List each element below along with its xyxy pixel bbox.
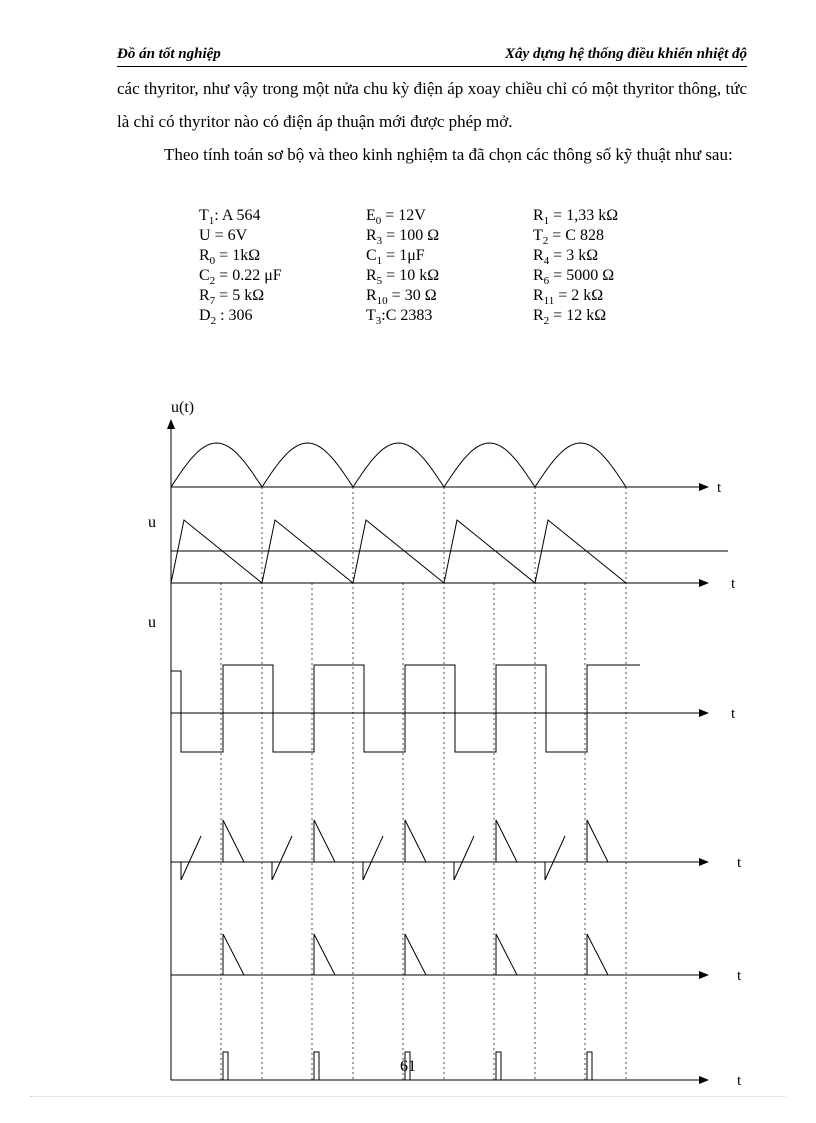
page-number: 61	[400, 1058, 416, 1075]
negative-spike	[272, 836, 292, 880]
paragraph-parameters-intro: Theo tính toán sơ bộ và theo kinh nghiệm ta đã chọn các thông số kỹ thuật như sau:	[164, 145, 733, 164]
time-axis-label: t	[737, 968, 742, 984]
positive-spike	[496, 820, 517, 862]
paragraph-thyristor: các thyritor, như vậy trong một nửa chu kỳ điện áp xoay chiều chỉ có một thyritor thông, tức là chỉ có thyritor nào có điện áp thuận mới được phép mở.	[117, 79, 747, 131]
clipped-spike	[587, 934, 608, 975]
negative-spike	[363, 836, 383, 880]
y-axis-label: u(t)	[171, 399, 195, 416]
parameter-item: $R_5 = 10$ kΩ	[366, 267, 440, 288]
time-axis-label: t	[737, 855, 742, 871]
parameter-item: $C_2 = 0.22$ μF	[199, 267, 282, 288]
positive-spike	[223, 820, 244, 862]
header-topic-title: Xây dựng hệ thống điều khiển nhiệt độ	[505, 46, 747, 62]
parameter-item: $R_{11} = 2$ kΩ	[533, 287, 604, 308]
parameter-item: $R_1 = 1,33$ kΩ	[533, 207, 619, 228]
parameter-item: $R_7 = 5$ kΩ	[199, 287, 265, 308]
parameter-item: $E_0 = 12V$	[366, 207, 426, 228]
parameter-item: $R_4 = 3$ kΩ	[533, 247, 599, 268]
parameter-item: $R_2 = 12$ kΩ	[533, 307, 607, 328]
positive-spike	[587, 820, 608, 862]
clipped-spike	[405, 934, 426, 975]
time-axis-label: t	[717, 480, 722, 496]
parameter-item: $T_2 = C$ 828	[533, 227, 604, 248]
square-wave	[171, 665, 640, 752]
parameter-item: $R_6 = 5000$ Ω	[533, 267, 615, 288]
parameter-item: $D_2$ : 306	[199, 307, 253, 328]
page-bottom-rule	[30, 1096, 786, 1097]
clipped-spike	[314, 934, 335, 975]
rectified-sine-wave	[171, 443, 626, 487]
parameter-item: $R_{10} = 30$ Ω	[366, 287, 437, 308]
time-axis-label: t	[737, 1073, 742, 1089]
waveform-traces	[171, 443, 728, 1080]
positive-spike	[405, 820, 426, 862]
trace-label-square: u	[148, 614, 156, 631]
trace-label-ramp: u	[148, 514, 156, 531]
parameter-item: $R_0 = 1k\Omega$	[199, 247, 261, 268]
positive-spike	[314, 820, 335, 862]
time-axes	[171, 480, 742, 1089]
time-axis-label: t	[731, 576, 736, 592]
dotted-sync-lines	[171, 487, 626, 1080]
clipped-spike	[496, 934, 517, 975]
parameter-item: $C_1 = 1\mu F$	[366, 247, 425, 268]
parameter-item: $R_3 = 100$ Ω	[366, 227, 440, 248]
parameter-item: $T_1$: A 564	[199, 207, 261, 228]
parameter-item: $T_3:C$ 2383	[366, 307, 433, 328]
negative-spike	[181, 836, 201, 880]
clipped-spike	[223, 934, 244, 975]
header-thesis-label: Đồ án tốt nghiệp	[117, 46, 221, 62]
parameter-item: U = 6V	[199, 227, 248, 244]
time-axis-label: t	[731, 706, 736, 722]
negative-spike	[454, 836, 474, 880]
negative-spike	[545, 836, 565, 880]
